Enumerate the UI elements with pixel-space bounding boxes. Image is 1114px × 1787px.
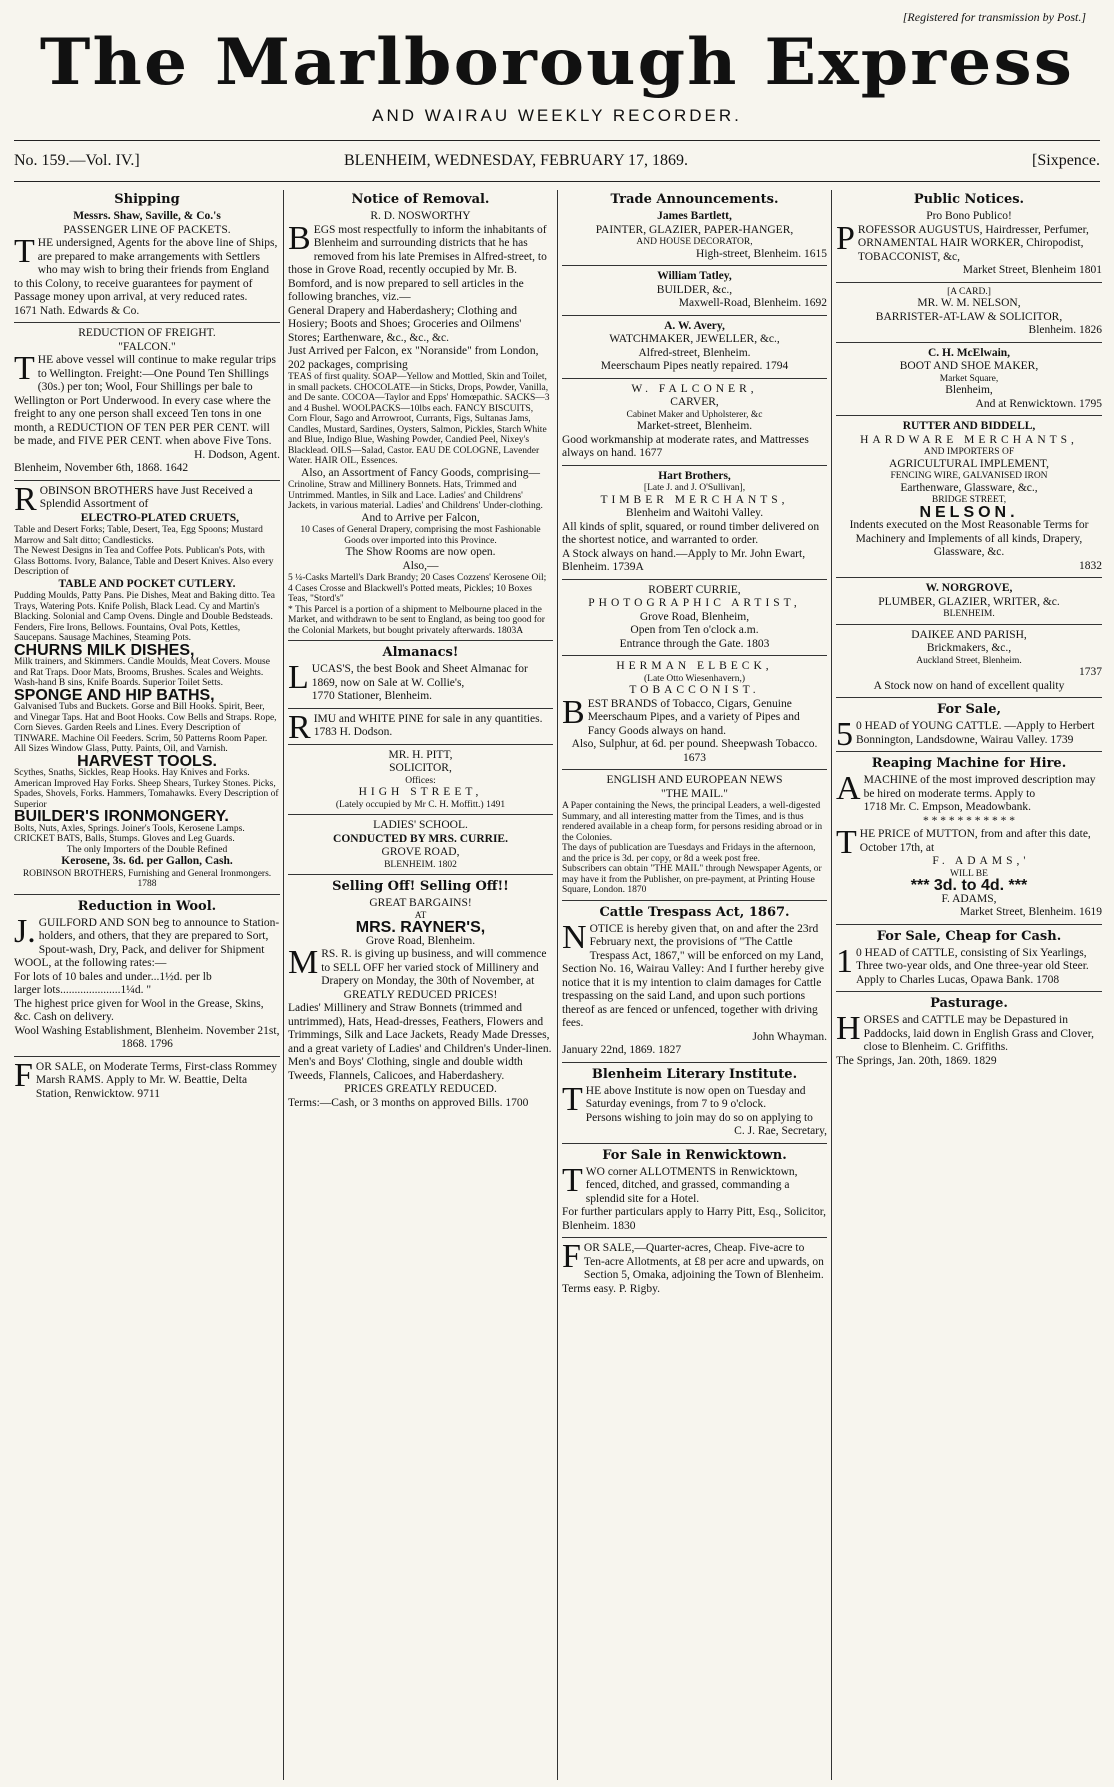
text-block: GROVE ROAD,	[381, 846, 460, 858]
text-block: MRS. R. is giving up business, and will commence to SELL OFF her varied stock of Millinery and Drapery on Monday, the 30th of November, at	[288, 944, 547, 987]
text-block: CHURNS MILK DISHES,	[14, 641, 195, 659]
text-block: Entrance through the Gate. 1803	[619, 637, 770, 650]
text-block: Just Arrived per Falcon, ex "Noranside" from London, 202 packages, comprising	[288, 345, 539, 371]
text-block: 5 ¼-Casks Martell's Dark Brandy; 20 Cases Cozzens' Kerosene Oil; 4 Cases Crosse and Blackwell's Potted meats, Pickles; 10 Boxes Teas, "Stord's"	[288, 573, 547, 604]
text-block: The Springs, Jan. 20th, 1869. 1829	[836, 1054, 997, 1067]
text-block: The days of publication are Tuesdays and Fridays in the afternoon, and the price is 3d. per copy, or 8d a week post free.	[562, 843, 816, 864]
column-divider	[562, 655, 827, 656]
text-block: Auckland Street, Blenheim.	[916, 655, 1022, 666]
text-block: Indents executed on the Most Reasonable Terms for Machinery and Implements of all kinds, Drapery, Glassware, &c.	[849, 519, 1089, 558]
column-divider	[288, 708, 553, 709]
column-divider	[562, 1143, 827, 1144]
text-block: NELSON.	[919, 503, 1019, 521]
column-divider	[562, 1062, 827, 1063]
text-block: A Stock always on hand.—Apply to Mr. John Ewart, Blenheim. 1739A	[562, 547, 806, 573]
text-block: Also, an Assortment of Fancy Goods, comprising—	[301, 466, 540, 479]
column-divider	[562, 315, 827, 316]
text-block: DAIKEE AND PARISH,	[911, 628, 1027, 641]
section-heading: Pasturage.	[930, 996, 1008, 1011]
text-block: Scythes, Snaths, Sickles, Reap Hooks. Hay Knives and Forks. American Improved Hay Forks. Sheep Shears, Turkey Stones. Picks, Spades, Shovels, Forks. Hammers, Tomahawks. Every Description of Superior	[14, 768, 279, 810]
text-block: THE above vessel will continue to make regular trips to Wellington. Freight:—One Pound Ten Shillings (30s.) per ton; Wool, Four Shillings per bale to Wellington or Port Underwood. In every case where the freight to any one person shall exceed Ten tons in one month, a REDUCTION OF TEN PER PER CENT. will be made, and FIVE PER CENT. when above Five Tons.	[14, 350, 277, 447]
section-heading: Almanacs!	[382, 645, 459, 660]
column-divider	[288, 744, 553, 745]
section-heading: Trade Announcements.	[610, 192, 779, 207]
text-block: PLUMBER, GLAZIER, WRITER, &c.	[878, 595, 1060, 608]
text-block: FOR SALE, on Moderate Terms, First-class Rommey Marsh RAMS. Apply to Mr. W. Beattie, Delta Station, Renwicktow. 9711	[14, 1056, 278, 1100]
section-heading: For Sale,	[936, 702, 1002, 717]
text-block: * This Parcel is a portion of a shipment to Melbourne placed in the Market, and withdrawn to be sent to England, as being too good for the Colonial Markets, but bought privately afterwards. 1803A	[288, 604, 545, 636]
text-block: CONDUCTED BY MRS. CURRIE.	[333, 832, 508, 845]
text-block: R. D. NOSWORTHY	[370, 210, 471, 222]
text-block: Good workmanship at moderate rates, and Mattresses always on hand. 1677	[562, 433, 809, 459]
text-block: A Stock now on hand of excellent quality	[873, 679, 1065, 692]
text-block: PAINTER, GLAZIER, PAPER-HANGER,	[595, 223, 794, 236]
text-block: LUCAS'S, the best Book and Sheet Almanac for 1869, now on Sale at W. Collie's,	[288, 659, 528, 696]
text-block: H. Dodson, Agent.	[194, 448, 280, 461]
text-block: HERMAN ELBECK,	[616, 660, 773, 672]
text-block: BEST BRANDS of Tobacco, Cigars, Genuine Meerschaum Pipes, and a variety of Pipes and Fancy Goods always on hand.	[562, 693, 800, 737]
text-block: Blenheim. 1826	[1028, 324, 1102, 336]
column-divider	[14, 894, 280, 895]
masthead-subtitle: AND WAIRAU WEEKLY RECORDER.	[372, 106, 742, 125]
issue-number: No. 159.—Vol. IV.]	[14, 152, 140, 169]
text-block: SOLICITOR,	[389, 762, 452, 774]
text-block: Also,—	[402, 559, 439, 572]
text-block: 1770 Stationer, Blenheim.	[311, 690, 433, 702]
text-block: Offices:	[405, 775, 436, 786]
text-block: PROFESSOR AUGUSTUS, Hairdresser, Perfumer, ORNAMENTAL HAIR WORKER, Chiropodist, TOBACCONIST, &c,	[836, 219, 1089, 263]
text-block: * * * * * * * * * * *	[923, 814, 1015, 827]
text-block: For further particulars apply to Harry Pitt, Esq., Solicitor, Blenheim. 1830	[562, 1206, 826, 1232]
text-block: 10 Cases of General Drapery, comprising the most Fashionable Goods over imported into this Province.	[300, 525, 541, 546]
section-heading: For Sale, Cheap for Cash.	[876, 928, 1062, 944]
text-block: J.GUILFORD AND SON beg to announce to Station-holders, and others, that they are prepared to Sort, Spout-wash, Dry, Pack, and deliver for Shipment WOOL, at the following rates:—	[14, 912, 280, 969]
text-block: F. ADAMS,	[941, 892, 997, 905]
text-block: The highest price given for Wool in the Grease, Skins, &c. Cash on delivery.	[14, 997, 264, 1023]
text-block: ROBERT CURRIE,	[648, 583, 741, 596]
text-block: Cabinet Maker and Upholsterer, &c	[626, 409, 763, 420]
text-block: Market Street, Blenheim 1801	[962, 264, 1102, 276]
text-block: ENGLISH AND EUROPEAN NEWS	[606, 774, 783, 786]
text-block: CARVER,	[670, 396, 719, 408]
text-block: W. NORGROVE,	[925, 582, 1013, 594]
text-block: TIMBER MERCHANTS,	[600, 493, 789, 506]
text-block: AND HOUSE DECORATOR,	[636, 237, 753, 247]
column-divider	[14, 322, 280, 323]
section-heading: Selling Off! Selling Off!!	[332, 879, 509, 894]
text-block: MRS. RAYNER'S,	[355, 919, 486, 936]
text-block: Grove Road, Blenheim.	[365, 934, 476, 947]
text-block: FOR SALE,—Quarter-acres, Cheap. Five-acre to Ten-acre Allotments, at £8 per acre and upwards, on Section 5, Omaka, adjoining the Town of Blenheim. Terms easy. P. Rigby.	[562, 1238, 824, 1295]
issue-price: [Sixpence.	[1032, 152, 1100, 169]
text-block: Blenheim, November 6th, 1868. 1642	[14, 462, 189, 474]
text-block: 1783 H. Dodson.	[313, 726, 393, 738]
text-block: BUILDER'S IRONMONGERY.	[14, 808, 229, 825]
text-block: ROBINSON BROTHERS have Just Received a Splendid Assortment of	[14, 480, 253, 518]
text-block: And to Arrive per Falcon,	[361, 511, 480, 524]
text-block: Earthenware, Glassware, &c.,	[900, 481, 1038, 494]
text-block: John Whayman.	[752, 1030, 827, 1043]
text-block: BARRISTER-AT-LAW & SOLICITOR,	[875, 310, 1063, 323]
text-block: ELECTRO-PLATED CRUETS,	[80, 511, 239, 524]
registered-note: [Registered for transmission by Post.]	[902, 10, 1086, 24]
text-block: "THE MAIL."	[661, 787, 728, 800]
text-block: TOBACCONIST.	[629, 684, 760, 696]
text-block: BRIDGE STREET,	[931, 495, 1007, 505]
columns	[0, 190, 1114, 1782]
column-divider	[562, 579, 827, 580]
text-block: Alfred-street, Blenheim.	[638, 346, 751, 359]
section-heading: Cattle Trespass Act, 1867.	[599, 904, 790, 920]
dateline-bar	[14, 140, 1100, 182]
text-block: (Late Otto Wiesenhavern,)	[644, 673, 745, 684]
column-2	[288, 190, 553, 1782]
text-block: C. H. McElwain,	[927, 346, 1011, 359]
text-block: 50 HEAD of YOUNG CATTLE. —Apply to Herbert Bonnington, Landsdowne, Wairau Valley. 1739	[836, 716, 1095, 753]
column-divider	[836, 624, 1102, 625]
text-block: BEGS most respectfully to inform the inhabitants of Blenheim and surrounding districts that he has removed from his late Premises in Alfred-street, to those in Grove Road, recently occupied by Mr. B. Bomford, and is now prepared to sell articles in the following branches, viz.—	[288, 219, 547, 303]
text-block: William Tatley,	[657, 270, 732, 282]
text-block: Also, Sulphur, at 6d. per pound. Sheepwash Tobacco. 1673	[571, 738, 818, 764]
column-divider	[14, 480, 280, 481]
text-block: A Paper containing the News, the principal Leaders, a well-digested Summary, and all interesting matter from the Times, and is thus rendered available in a cheap form, for persons residing abroad or in the Colonies.	[562, 801, 823, 843]
text-block: [Late J. and J. O'Sullivan],	[643, 483, 746, 493]
text-block: REDUCTION OF FREIGHT.	[78, 327, 216, 339]
text-block: BUILDER, &c.,	[656, 283, 733, 296]
text-block: HIGH STREET,	[358, 786, 483, 798]
text-block: Open from Ten o'clock a.m.	[630, 624, 759, 636]
text-block: PASSENGER LINE OF PACKETS.	[63, 223, 231, 236]
text-block: AND IMPORTERS OF	[923, 447, 1015, 457]
text-block: MR. W. M. NELSON,	[917, 297, 1021, 309]
column-1	[14, 190, 280, 1782]
column-divider	[288, 640, 553, 641]
text-block: Hart Brothers,	[658, 469, 731, 482]
section-heading: Reduction in Wool.	[77, 898, 217, 914]
masthead-title: The Marlborough Express	[39, 25, 1075, 100]
text-block: A. W. Avery,	[664, 319, 725, 332]
text-block: High-street, Blenheim. 1615	[696, 247, 827, 260]
text-block: Pro Bono Publico!	[926, 210, 1012, 222]
column-divider	[288, 814, 553, 815]
text-block: Kerosene, 3s. 6d. per Gallon, Cash.	[61, 855, 233, 867]
text-block: Grove Road, Blenheim,	[639, 610, 750, 623]
column-divider	[836, 577, 1102, 578]
column-divider	[562, 769, 827, 770]
section-heading: Reaping Machine for Hire.	[871, 756, 1067, 771]
text-block: F. ADAMS,'	[932, 855, 1030, 867]
text-block: Terms:—Cash, or 3 months on approved Bills. 1700	[288, 1096, 529, 1109]
text-block: SPONGE AND HIP BATHS,	[14, 686, 215, 704]
text-block: Wool Washing Establishment, Blenheim. November 21st, 1868. 1796	[14, 1024, 280, 1050]
column-divider	[562, 265, 827, 266]
text-block: The Show Rooms are now open.	[345, 546, 496, 558]
text-block: 1832	[1079, 559, 1102, 572]
column-3	[562, 190, 827, 1782]
column-divider	[836, 991, 1102, 992]
text-block: Persons wishing to join may do so on applying to	[585, 1111, 813, 1124]
text-block: (Lately occupied by Mr C. H. Moffitt.) 1491	[335, 799, 506, 810]
section-heading: Notice of Removal.	[351, 192, 490, 207]
column-divider	[836, 415, 1102, 416]
text-block: WILL BE	[950, 868, 988, 879]
text-block: GREATLY REDUCED PRICES!	[343, 988, 498, 1001]
text-block: TWO corner ALLOTMENTS in Renwicktown, fenced, ditched, and grassed, commanding a splendid site for a Hotel.	[562, 1161, 798, 1205]
text-block: larger lots.....................1¼d. "	[14, 984, 152, 996]
text-block: W. FALCONER,	[631, 382, 758, 395]
text-block: PHOTOGRAPHIC ARTIST,	[588, 597, 801, 609]
column-divider	[14, 1056, 280, 1057]
column-divider	[836, 751, 1102, 752]
text-block: TEAS of first quality. SOAP—Yellow and Mottled, Skin and Toilet, in small packets. CHOCOLATE—in Sticks, Drops, Powder, Vanilla, and De sante. COCOA—Taylor and Epps' Homœpathic. SACKS—3 and 4 Bushel. WOOLPACKS—10lbs each. FANCY BISCUITS, Corn Flour, Sago and Arrowroot, Currants, Figs, Sultanas Jams, Candles, Mustard, Sardines, Oysters, Salmon, Pickles, Starch White and Blue, Indigo Blue, Washing Powder, Candied Peel, Nixey's Blacklead. OILS—Salad, Castor. EAU DE COLOGNE, Lavender Water. HAIR OIL, Essences.	[288, 372, 550, 466]
text-block: LADIES' SCHOOL.	[373, 819, 468, 831]
text-block: [A CARD.]	[947, 286, 991, 297]
text-block: 1737	[1079, 666, 1102, 678]
column-divider	[288, 874, 553, 875]
text-block: Blenheim and Waitohi Valley.	[625, 507, 764, 519]
text-block: BOOT AND SHOE MAKER,	[899, 360, 1039, 372]
text-block: Table and Desert Forks; Table, Desert, Tea, Egg Spoons; Mustard Marrow and Salt ditto; Candlesticks.	[14, 525, 263, 546]
text-block: THE above Institute is now open on Tuesday and Saturday evenings, from 7 to 9 o'clock.	[562, 1080, 806, 1118]
text-block: Bolts, Nuts, Axles, Springs. Joiner's Tools, Kerosene Lamps. CRICKET BATS, Balls, Stumps. Gloves and Leg Guards.	[14, 823, 245, 844]
text-block: For lots of 10 bales and under...1½d. per lb	[14, 970, 212, 983]
text-block: General Drapery and Haberdashery; Clothing and Hosiery; Boots and Shoes; Groceries and Oilmens' Stores; Earthenware, &c., &c., &c.	[288, 304, 522, 344]
text-block: Blenheim,	[945, 384, 993, 396]
text-block: Messrs. Shaw, Saville, & Co.'s	[73, 210, 221, 222]
text-block: BLENHEIM.	[943, 609, 995, 619]
text-block: Subscribers can obtain "THE MAIL" through Newspaper Agents, or may have it from the Publisher, on pre-payment, at Printing House Square, London. 1870	[562, 864, 822, 895]
text-block: GREAT BARGAINS!	[369, 897, 472, 909]
text-block: Pudding Moulds, Patty Pans. Pie Dishes, Meat and Baking ditto. Tea Trays, Watering Pots. Knife Polish, Black Lead. Cy and Martin's Blacking. Solonial and Camp Ovens. Dingle and Double Bedsteads. Fenders, Fire Irons, Bellows. Fountains, Oval Pots, Kettles, Saucepans. Sausage Machines, Steaming Pots.	[14, 591, 275, 643]
text-block: Apply to Charles Lucas, Opawa Bank. 1708	[856, 973, 1060, 986]
section-heading: For Sale in Renwicktown.	[602, 1147, 787, 1163]
text-block: James Bartlett,	[657, 210, 732, 222]
column-divider	[562, 900, 827, 901]
text-block: And at Renwicktown. 1795	[975, 397, 1102, 410]
section-heading: Blenheim Literary Institute.	[591, 1066, 798, 1082]
text-block: TABLE AND POCKET CUTLERY.	[58, 577, 236, 590]
text-block: Crinoline, Straw and Millinery Bonnets. Hats, Trimmed and Untrimmed. Mantles, in Silk and Lace. Ladies' and Childrens' Jackets, in various material. Ladies' and Childrens' Under-clothing.	[288, 480, 543, 511]
text-block: Brickmakers, &c.,	[926, 642, 1012, 654]
text-block: 1718 Mr. C. Empson, Meadowbank.	[863, 801, 1031, 813]
text-block: Market Street, Blenheim. 1619	[959, 906, 1102, 918]
text-block: 10 HEAD of CATTLE, consisting of Six Yearlings, Three two-year olds, and One three-year old Steer.	[836, 942, 1089, 980]
column-divider	[562, 378, 827, 379]
text-block: Ladies' Millinery and Straw Bonnets (trimmed and untrimmed), Hats, Head-dresses, Feathers, Flowers and Trimmings, Silk and Lace Jackets, Ready Made Dresses, and a great variety of Ladies' and Children's Under-linen. Men's and Boys' Clothing, single and double width Tweeds, Flannels, Calicoes, and Haberdashery.	[288, 1002, 552, 1082]
column-divider	[562, 1237, 827, 1238]
text-block: HARDWARE MERCHANTS,	[860, 433, 1078, 446]
text-block: BLENHEIM. 1802	[384, 859, 457, 870]
text-block: WATCHMAKER, JEWELLER, &c.,	[609, 333, 780, 345]
text-block: C. J. Rae, Secretary,	[734, 1125, 827, 1137]
section-heading: Public Notices.	[913, 192, 1025, 207]
text-block: *** 3d. to 4d. ***	[910, 877, 1028, 894]
text-block: The only Importers of the Double Refined	[66, 844, 228, 855]
text-block: RUTTER AND BIDDELL,	[902, 420, 1036, 432]
text-block: The Newest Designs in Tea and Coffee Pots. Publican's Pots, with Glass Bottoms. Ivory, Balance, Table and Desert Knives. Also every Description of	[14, 546, 274, 577]
text-block: MR. H. PITT,	[388, 748, 453, 761]
column-divider	[562, 465, 827, 466]
text-block: Meerschaum Pipes neatly repaired. 1794	[600, 360, 789, 372]
text-block: HARVEST TOOLS.	[77, 752, 217, 770]
section-heading: Shipping	[114, 192, 180, 207]
text-block: Galvanised Tubs and Buckets. Gorse and Bill Hooks. Spirit, Beer, and Vinegar Taps. Hat and Boot Hooks. Cow Bells and Straps. Rope, Corn Sieves. Garden Reels and Lines. Every Description of TINWARE. Machine Oil Feeders. Scrim, 50 Patterns Room Paper. All Sizes Window Glass, Putty. Paints, Oil, and Varnish.	[14, 702, 277, 754]
text-block: Market-street, Blenheim.	[636, 420, 753, 432]
text-block: RIMU and WHITE PINE for sale in any quantities.	[288, 708, 543, 746]
column-divider	[836, 342, 1102, 343]
text-block: Maxwell-Road, Blenheim. 1692	[678, 297, 827, 309]
text-block: ROBINSON BROTHERS, Furnishing and General Ironmongers. 1788	[22, 868, 272, 889]
text-block: AGRICULTURAL IMPLEMENT,	[889, 457, 1049, 470]
text-block: Market Square,	[939, 373, 999, 384]
text-block: AT	[414, 910, 427, 921]
text-block: January 22nd, 1869. 1827	[562, 1044, 682, 1056]
text-block: HORSES and CATTLE may be Depastured in Paddocks, laid down in English Grass and Clover, close to Blenheim. C. Griffiths.	[836, 1010, 1095, 1053]
text-block: THE undersigned, Agents for the above line of Ships, are prepared to make arrangements with Settlers who may wish to bring their friends from England to this Colony, to receive guarantees for payment of Passage money upon arrival, at very reduced rates.	[14, 233, 278, 303]
text-block: AMACHINE of the most improved description may be hired on moderate terms. Apply to	[836, 770, 1096, 807]
column-divider	[836, 924, 1102, 925]
issue-date: BLENHEIM, WEDNESDAY, FEBRUARY 17, 1869.	[344, 152, 689, 169]
text-block: NOTICE is hereby given that, on and after the 23rd February next, the provisions of "The Cattle Trespass Act, 1867," will be enforced on my Land, Section No. 16, Wairau Valley: And I further hereby give notice that it is my intention to claim damages for Cattle trespassing on the said Land, and upon such portions thereof as are fenced or unfenced, together with driving fees.	[562, 918, 825, 1029]
column-divider	[836, 282, 1102, 283]
text-block: "FALCON."	[118, 340, 176, 353]
text-block: Milk trainers, and Skimmers. Candle Moulds, Meat Covers. Mouse and Rat Traps. Door Mats, Brooms, Brushes. Scales and Weights. Wash-hand B sins, Knife Boards. Superior Toilet Setts.	[14, 657, 270, 688]
text-block: PRICES GREATLY REDUCED.	[344, 1083, 497, 1095]
column-4	[836, 190, 1102, 1782]
text-block: FENCING WIRE, GALVANISED IRON	[890, 471, 1048, 481]
text-block: All kinds of split, squared, or round timber delivered on the shortest notice, and warranted to order.	[562, 520, 820, 546]
text-block: THE PRICE of MUTTON, from and after this date, October 17th, at	[836, 824, 1091, 861]
column-divider	[836, 697, 1102, 698]
text-block: 1671 Nath. Edwards & Co.	[14, 304, 140, 317]
